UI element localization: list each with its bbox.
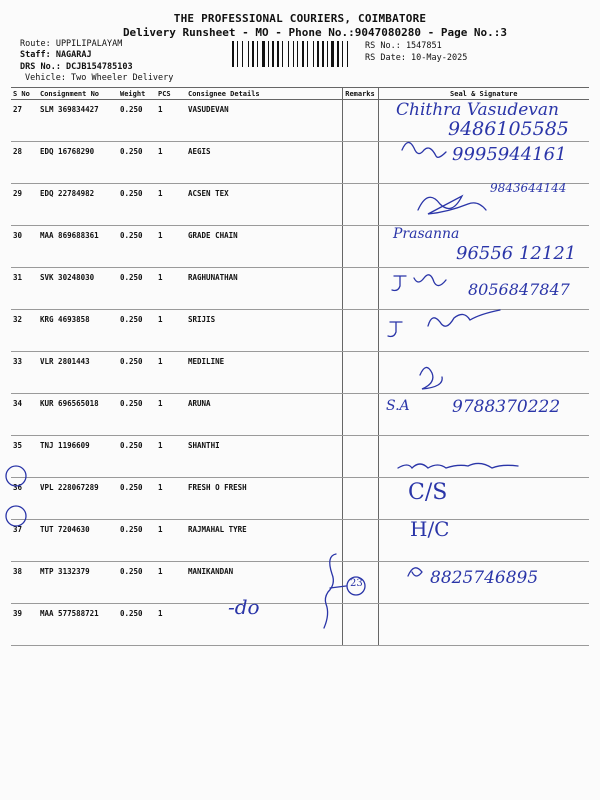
cell-weight: 0.250	[118, 268, 156, 310]
rs-date: RS Date: 10-May-2025	[365, 53, 468, 63]
cell-sno: 29	[11, 184, 38, 226]
barcode-bar	[337, 41, 339, 67]
handwritten-phone: 96556 12121	[456, 243, 577, 264]
col-header-pcs: PCS	[156, 88, 186, 100]
cell-pcs: 1	[156, 100, 186, 142]
handwritten-phone: 8825746895	[430, 568, 539, 588]
cell-signature	[378, 352, 589, 394]
barcode-bar	[282, 41, 283, 67]
cell-remarks	[342, 226, 378, 268]
col-header-consignment: Consignment No	[38, 88, 118, 100]
cell-consignment: EDQ 22784982	[38, 184, 118, 226]
cell-sno: 34	[11, 394, 38, 436]
cell-consignee	[186, 604, 342, 646]
handwritten-phone: 9788370222	[452, 397, 561, 417]
cell-remarks	[342, 520, 378, 562]
cell-consignment: SLM 369834427	[38, 100, 118, 142]
barcode-bar	[237, 41, 238, 67]
barcode-bar	[288, 41, 289, 67]
cell-sno: 36	[11, 478, 38, 520]
cell-weight: 0.250	[118, 436, 156, 478]
cell-sno: 37	[11, 520, 38, 562]
route-label: Route: UPPILIPALAYAM	[20, 39, 123, 49]
cell-weight: 0.250	[118, 310, 156, 352]
barcode-bar	[331, 41, 334, 67]
barcode-bar	[322, 41, 324, 67]
cell-remarks	[342, 142, 378, 184]
cell-weight: 0.250	[118, 100, 156, 142]
cell-pcs: 1	[156, 184, 186, 226]
cell-weight: 0.250	[118, 142, 156, 184]
handwritten-number: 23	[350, 578, 363, 589]
col-header-weight: Weight	[118, 88, 156, 100]
barcode-bar	[297, 41, 298, 67]
cell-consignment: MTP 3132379	[38, 562, 118, 604]
cell-pcs: 1	[156, 226, 186, 268]
rs-number: RS No.: 1547851	[365, 41, 442, 51]
col-header-remarks: Remarks	[342, 88, 378, 100]
cell-consignee: ARUNA	[186, 394, 342, 436]
barcode-bar	[248, 41, 249, 67]
table-row	[11, 352, 589, 394]
cell-consignment: TNJ 1196609	[38, 436, 118, 478]
vehicle-label: Vehicle: Two Wheeler Delivery	[25, 73, 174, 83]
cell-weight: 0.250	[118, 520, 156, 562]
cell-consignment: MAA 577588721	[38, 604, 118, 646]
barcode-bar	[317, 41, 319, 67]
cell-remarks	[342, 604, 378, 646]
cell-consignee: RAJMAHAL TYRE	[186, 520, 342, 562]
table-row	[11, 604, 589, 646]
col-header-sno: S No	[11, 88, 38, 100]
cell-pcs: 1	[156, 142, 186, 184]
handwritten-phone: 9843644144	[490, 181, 567, 195]
company-title: THE PROFESSIONAL COURIERS, COIMBATORE	[173, 12, 427, 25]
cell-sno: 31	[11, 268, 38, 310]
cell-pcs: 1	[156, 520, 186, 562]
handwritten-name: Chithra Vasudevan	[396, 100, 559, 120]
barcode-bar	[327, 41, 328, 67]
barcode-bar	[307, 41, 308, 67]
cell-consignment: MAA 869688361	[38, 226, 118, 268]
table-row	[11, 520, 589, 562]
cell-remarks	[342, 394, 378, 436]
cell-remarks	[342, 436, 378, 478]
cell-sno: 38	[11, 562, 38, 604]
cell-weight: 0.250	[118, 184, 156, 226]
cell-consignee: SRIJIS	[186, 310, 342, 352]
cell-remarks	[342, 184, 378, 226]
cell-weight: 0.250	[118, 562, 156, 604]
cell-pcs: 1	[156, 352, 186, 394]
table-header-row	[11, 88, 589, 100]
cell-sno: 30	[11, 226, 38, 268]
barcode-bar	[302, 41, 304, 67]
handwritten-text: H/C	[410, 517, 450, 541]
handwritten-phone: 8056847847	[468, 280, 570, 299]
barcode-bar	[277, 41, 279, 67]
handwritten-phone: 9995944161	[452, 144, 567, 165]
barcode-bar	[268, 41, 269, 67]
cell-remarks	[342, 478, 378, 520]
barcode-bar	[272, 41, 274, 67]
barcode-bar	[257, 41, 258, 67]
barcode	[232, 41, 356, 67]
barcode-bar	[262, 41, 265, 67]
cell-pcs: 1	[156, 394, 186, 436]
barcode-bar	[342, 41, 343, 67]
cell-pcs: 1	[156, 562, 186, 604]
handwritten-phone: 9486105585	[448, 118, 569, 140]
cell-consignment: KUR 696565018	[38, 394, 118, 436]
handwritten-ditto: -do	[228, 595, 260, 619]
cell-sno: 33	[11, 352, 38, 394]
barcode-bar	[252, 41, 254, 67]
drs-label: DRS No.: DCJB154785103	[20, 62, 133, 72]
cell-consignee: RAGHUNATHAN	[186, 268, 342, 310]
cell-remarks	[342, 310, 378, 352]
barcode-bar	[232, 41, 234, 67]
table-row	[11, 310, 589, 352]
cell-weight: 0.250	[118, 226, 156, 268]
staff-label: Staff: NAGARAJ	[20, 50, 92, 60]
cell-weight: 0.250	[118, 352, 156, 394]
cell-consignee: AEGIS	[186, 142, 342, 184]
cell-consignee: ACSEN TEX	[186, 184, 342, 226]
cell-consignee: MANIKANDAN	[186, 562, 342, 604]
cell-consignee: GRADE CHAIN	[186, 226, 342, 268]
table-row	[11, 436, 589, 478]
cell-pcs: 1	[156, 436, 186, 478]
table-row	[11, 478, 589, 520]
cell-consignment: VPL 228067289	[38, 478, 118, 520]
cell-consignee: SHANTHI	[186, 436, 342, 478]
cell-consignment: SVK 30248030	[38, 268, 118, 310]
barcode-bar	[242, 41, 243, 67]
cell-signature	[378, 310, 589, 352]
barcode-bar	[313, 41, 314, 67]
col-header-signature: Seal & Signature	[378, 88, 589, 100]
cell-remarks	[342, 352, 378, 394]
handwritten-text: C/S	[408, 480, 448, 505]
cell-pcs: 1	[156, 268, 186, 310]
cell-signature	[378, 604, 589, 646]
handwritten-text: S.A	[386, 398, 410, 414]
cell-sno: 39	[11, 604, 38, 646]
handwritten-name: Prasanna	[393, 226, 460, 242]
col-header-consignee: Consignee Details	[186, 88, 342, 100]
cell-remarks	[342, 100, 378, 142]
cell-pcs: 1	[156, 478, 186, 520]
cell-pcs: 1	[156, 604, 186, 646]
cell-sno: 32	[11, 310, 38, 352]
barcode-bar	[293, 41, 294, 67]
cell-weight: 0.250	[118, 478, 156, 520]
cell-consignee: MEDILINE	[186, 352, 342, 394]
cell-sno: 27	[11, 100, 38, 142]
runsheet-title: Delivery Runsheet - MO - Phone No.:9047080280 - Page No.:3	[122, 26, 508, 39]
cell-sno: 28	[11, 142, 38, 184]
cell-signature	[378, 436, 589, 478]
cell-consignment: KRG 4693858	[38, 310, 118, 352]
cell-weight: 0.250	[118, 394, 156, 436]
cell-pcs: 1	[156, 310, 186, 352]
cell-consignee: VASUDEVAN	[186, 100, 342, 142]
barcode-bar	[347, 41, 348, 67]
cell-consignee: FRESH O FRESH	[186, 478, 342, 520]
cell-sno: 35	[11, 436, 38, 478]
cell-consignment: TUT 7204630	[38, 520, 118, 562]
runsheet-table	[11, 87, 589, 646]
cell-remarks	[342, 268, 378, 310]
cell-weight: 0.250	[118, 604, 156, 646]
cell-consignment: VLR 2801443	[38, 352, 118, 394]
cell-consignment: EDQ 16768290	[38, 142, 118, 184]
